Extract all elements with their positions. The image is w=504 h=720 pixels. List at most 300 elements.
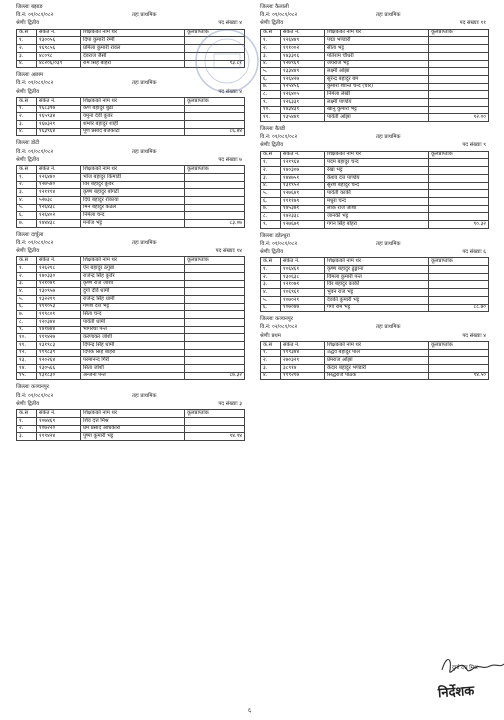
col-teacher-name-header: शिक्षकको नाम थर	[81, 97, 185, 105]
district-block-darchula	[14, 232, 258, 381]
table-row	[261, 365, 489, 373]
col-teacher-name-cell: पतिराम चौधरी	[325, 52, 429, 60]
grade-label: श्रेणीः द्वितीय	[260, 20, 284, 27]
col-symbol-number-cell: १३१९५२	[281, 182, 325, 190]
table-row	[17, 342, 245, 350]
col-total-score-cell	[429, 213, 489, 221]
col-serial-cell: १०.	[17, 334, 37, 342]
post-count: पद संख्याः ६	[462, 249, 486, 256]
col-teacher-name-cell: राम सिंह बोहरा	[81, 60, 185, 68]
col-total-score-cell	[185, 173, 245, 181]
col-teacher-name-cell: शम्शेर बहादुर शाही	[81, 121, 185, 129]
col-total-score-cell	[429, 182, 489, 190]
col-serial-cell: ५.	[17, 295, 37, 303]
col-serial-cell: ४.	[17, 60, 37, 68]
district-label: जिल्लाः कञ्चनपुर	[260, 316, 293, 323]
district-block-kanchanpur2	[258, 316, 502, 380]
col-total-score-cell	[429, 197, 489, 205]
col-serial-header: क.स	[261, 29, 281, 37]
district-label: जिल्लाः डोटी	[16, 140, 40, 147]
col-teacher-name-cell: खानु कुमारी भट्ट	[325, 106, 429, 114]
col-symbol-number-cell: ११९३४४	[281, 349, 325, 357]
col-total-score-cell	[429, 159, 489, 167]
col-teacher-name-cell: निर्मला चन्द	[81, 212, 185, 220]
table-row	[261, 273, 489, 281]
level-label: तहः प्राथमिक	[132, 239, 157, 246]
col-serial-header: क.स	[17, 29, 37, 37]
district-block-doti	[14, 140, 258, 227]
col-teacher-name-cell: विर बहादुर कुवँर	[81, 181, 185, 189]
col-teacher-name-header: शिक्षकको नाम थर	[325, 341, 429, 349]
col-symbol-number-cell: ४८०९८	[37, 52, 81, 60]
col-total-score-cell	[185, 204, 245, 212]
col-teacher-name-cell: लक्ष्मी पाण्डेय	[325, 98, 429, 106]
col-teacher-name-cell: कृष्ण बहादुर ढुङ्गाना	[325, 266, 429, 274]
col-serial-cell: ९.	[261, 220, 281, 228]
col-serial-cell: २.	[261, 45, 281, 53]
table-header-row	[261, 341, 489, 349]
level-label: तहः प्राथमिक	[376, 134, 401, 141]
col-serial-cell: ३.	[261, 281, 281, 289]
district-block-dadeldhura	[258, 233, 502, 313]
grade-label: श्रेणीः द्वितीय	[16, 400, 40, 407]
table-header-row	[17, 97, 245, 105]
table-row	[17, 196, 245, 204]
col-total-score-cell	[185, 288, 245, 296]
col-total-score-header: कूलप्राप्तांक	[429, 341, 489, 349]
result-table	[16, 256, 245, 380]
district-label: जिल्लाः डडेल्धुरा	[260, 232, 290, 239]
col-symbol-number-cell: १४४७५१	[281, 174, 325, 182]
col-serial-cell: ३.	[17, 433, 37, 441]
col-teacher-name-cell: मधुरा चन्द	[325, 197, 429, 205]
col-serial-cell: ६.	[261, 197, 281, 205]
col-symbol-number-cell: ११९०५३	[37, 303, 81, 311]
col-serial-cell: १.	[17, 37, 37, 45]
col-symbol-number-cell: १११००२	[281, 45, 325, 53]
level-label: तहः प्राथमिक	[132, 12, 157, 19]
col-teacher-name-cell: प्रेम प्रसाद अधिकारी	[81, 425, 185, 433]
col-total-score-cell	[429, 60, 489, 68]
result-table	[260, 257, 489, 312]
col-symbol-number-cell: १२६४०५	[281, 91, 325, 99]
col-teacher-name-header: शिक्षकको नाम थर	[325, 151, 429, 159]
col-serial-cell: ३.	[17, 52, 37, 60]
col-symbol-number-cell: ११९८३९	[37, 349, 81, 357]
district-block-kailali	[258, 4, 502, 122]
col-symbol-number-cell: १४१७४४	[37, 326, 81, 334]
table-row	[17, 311, 245, 319]
col-serial-cell: ३.	[17, 280, 37, 288]
col-serial-cell: ५.	[261, 68, 281, 76]
col-serial-cell: ४.	[261, 289, 281, 297]
col-total-score-cell	[429, 75, 489, 83]
col-teacher-name-cell: विमला कुमारी पन्त	[325, 273, 429, 281]
col-symbol-number-cell: १०७०२१	[281, 296, 325, 304]
result-table	[16, 97, 245, 137]
col-total-score-cell: ९३.८१	[185, 60, 245, 68]
district-label: जिल्लाः बैतडी	[260, 126, 286, 133]
col-symbol-number-cell: १०७२२०	[37, 425, 81, 433]
col-total-score-cell	[185, 349, 245, 357]
table-row	[261, 357, 489, 365]
col-serial-cell: ४.	[261, 372, 281, 380]
col-serial-cell: ६.	[17, 212, 37, 220]
col-serial-cell: १३.	[17, 357, 37, 365]
col-teacher-name-cell: उद्धव बहादुर पाल	[325, 349, 429, 357]
col-symbol-number-cell: १३०६३८	[281, 273, 325, 281]
result-table	[16, 165, 245, 228]
col-total-score-cell	[185, 342, 245, 350]
col-serial-cell: २.	[17, 113, 37, 121]
notice-number: वि.नं: ०१/०८१/०८२	[16, 148, 54, 155]
post-count: पद संख्याः ११	[459, 20, 486, 27]
col-teacher-name-cell: रेखा भट्ट	[325, 167, 429, 175]
col-serial-cell: १०.	[261, 106, 281, 114]
col-symbol-number-cell: ११९२१७	[281, 372, 325, 380]
col-total-score-cell	[429, 68, 489, 76]
col-total-score-cell	[185, 280, 245, 288]
col-total-score-header: कूलप्राप्तांक	[429, 29, 489, 37]
col-serial-cell: ६.	[261, 304, 281, 312]
col-total-score-cell	[185, 265, 245, 273]
table-row	[17, 357, 245, 365]
col-serial-cell: १.	[17, 417, 37, 425]
level-label: तहः प्राथमिक	[376, 324, 401, 331]
col-teacher-name-header: शिक्षकको नाम थर	[81, 29, 185, 37]
col-total-score-cell: ८३.०७	[185, 219, 245, 227]
col-serial-cell: ३.	[261, 174, 281, 182]
col-total-score-cell	[185, 196, 245, 204]
col-serial-cell: ५.	[261, 296, 281, 304]
col-teacher-name-cell: गंगा राम भट्ट	[325, 304, 429, 312]
table-row	[261, 37, 489, 45]
col-serial-cell: ८.	[261, 91, 281, 99]
col-teacher-name-cell: कृष्ण बहादुर बोगटी	[81, 189, 185, 197]
col-serial-cell: ७.	[261, 205, 281, 213]
col-serial-header: क.स	[261, 151, 281, 159]
col-teacher-name-cell: पार्वती ओझा	[325, 114, 429, 122]
col-total-score-cell: ९४.५०	[429, 372, 489, 380]
result-table	[260, 29, 489, 122]
col-teacher-name-cell: पार्वती कार्की	[325, 190, 429, 198]
col-teacher-name-cell: राजेन्द्र सिंह कुवँर	[81, 272, 185, 280]
col-serial-cell: ७.	[17, 219, 37, 227]
table-header-row	[261, 151, 489, 159]
table-row	[261, 174, 489, 182]
col-teacher-name-cell: जानकी भट्ट	[325, 213, 429, 221]
table-row	[261, 205, 489, 213]
col-serial-cell: ४.	[261, 60, 281, 68]
notice-number: वि.नं: ०१/०८१/०८२	[260, 12, 298, 19]
col-symbol-number-cell: १०७०४७	[281, 304, 325, 312]
col-symbol-number-header: संकेत नं.	[281, 29, 325, 37]
col-symbol-number-cell: १३२२१९	[37, 295, 81, 303]
col-serial-cell: ७.	[261, 83, 281, 91]
table-row	[261, 159, 489, 167]
col-serial-cell: ३.	[261, 365, 281, 373]
post-count: पद संख्याः ७	[218, 156, 242, 163]
notice-number: वि.नं: ०१/०८१/०८२	[16, 80, 54, 87]
table-row	[17, 365, 245, 373]
col-teacher-name-cell: केदार बहादुर भण्डारी	[325, 365, 429, 373]
col-serial-cell: ५.	[261, 190, 281, 198]
col-symbol-number-cell: १३५४४१	[281, 114, 325, 122]
table-row	[261, 220, 489, 228]
col-teacher-name-cell: भुवन राज भट्ट	[325, 289, 429, 297]
col-teacher-name-cell: सिता जोशी	[81, 365, 185, 373]
table-row	[261, 289, 489, 297]
col-teacher-name-cell: कर्ण बहादुर बुढा	[81, 105, 185, 113]
col-teacher-name-cell: ऐन बहादुर ठगुन्ना	[81, 265, 185, 273]
table-row	[17, 303, 245, 311]
col-teacher-name-header: शिक्षकको नाम थर	[81, 410, 185, 418]
result-table	[260, 151, 489, 229]
table-row	[17, 173, 245, 181]
table-header-row	[261, 258, 489, 266]
table-header-row	[17, 257, 245, 265]
col-serial-header: क.स	[17, 97, 37, 105]
table-row	[17, 113, 245, 121]
col-teacher-name-cell: परमानन्द गिरी	[81, 357, 185, 365]
table-row	[261, 98, 489, 106]
col-teacher-name-cell: केशव दत्त पाण्डेय	[325, 174, 429, 182]
col-serial-cell: ३.	[261, 52, 281, 60]
col-serial-cell: ४.	[17, 196, 37, 204]
col-symbol-number-header: संकेत नं.	[281, 258, 325, 266]
table-row	[17, 334, 245, 342]
col-total-score-cell	[185, 181, 245, 189]
post-count: पद संख्याः ४	[218, 20, 242, 27]
table-row	[261, 106, 489, 114]
table-row	[17, 219, 245, 227]
col-total-score-cell	[185, 105, 245, 113]
col-teacher-name-cell: दिर्घ बहादुर रोकाया	[81, 196, 185, 204]
col-symbol-number-cell: १२६४०२	[37, 212, 81, 220]
col-symbol-number-cell: ११९४२४	[37, 433, 81, 441]
col-symbol-number-header: संकेत नं.	[37, 29, 81, 37]
col-serial-cell: २.	[17, 425, 37, 433]
col-teacher-name-cell: भोज बहादुर किमाडी	[81, 173, 185, 181]
col-serial-cell: १५.	[17, 372, 37, 380]
district-label: जिल्लाः बझाङ	[16, 4, 43, 10]
col-total-score-cell	[429, 266, 489, 274]
col-symbol-number-cell: ११९४२७	[37, 334, 81, 342]
col-symbol-number-cell: १३०५६६	[37, 365, 81, 373]
col-symbol-number-cell: १३१८३०	[37, 372, 81, 380]
table-header-row	[261, 29, 489, 37]
col-total-score-cell	[429, 190, 489, 198]
col-serial-cell: ३.	[17, 189, 37, 197]
col-symbol-number-cell: १२६४२७	[281, 75, 325, 83]
col-serial-cell: ९.	[17, 326, 37, 334]
col-symbol-number-cell: १३१९८३	[37, 342, 81, 350]
col-total-score-cell	[185, 295, 245, 303]
table-row	[261, 83, 489, 91]
col-symbol-number-cell: १२७६७१	[281, 220, 325, 228]
grade-label: श्रेणीः द्वितीय	[16, 88, 40, 95]
col-symbol-number-cell: १४२३३८	[281, 213, 325, 221]
col-symbol-number-cell: १४०३३०	[37, 272, 81, 280]
col-serial-cell: २.	[261, 167, 281, 175]
col-symbol-number-cell: १३०९५७	[37, 288, 81, 296]
col-serial-cell: १.	[261, 159, 281, 167]
col-teacher-name-cell: पार्वती धामी	[81, 318, 185, 326]
district-label: जिल्लाः कञ्चनपुर	[16, 384, 49, 391]
col-serial-cell: १.	[261, 349, 281, 357]
col-total-score-cell	[429, 52, 489, 60]
col-symbol-number-cell: १२६४३८	[37, 204, 81, 212]
col-total-score-cell	[185, 212, 245, 220]
col-serial-cell: ३.	[17, 121, 37, 129]
col-symbol-number-cell: ४८२०६/०३९	[37, 60, 81, 68]
col-serial-cell: १.	[261, 37, 281, 45]
table-row	[17, 425, 245, 433]
table-row	[17, 121, 245, 129]
col-total-score-cell	[429, 167, 489, 175]
col-teacher-name-cell: मिन बहादुर कठेल	[81, 204, 185, 212]
table-row	[261, 304, 489, 312]
table-row	[17, 189, 245, 197]
table-row	[17, 417, 245, 425]
col-serial-cell: १.	[17, 265, 37, 273]
col-symbol-number-cell: १६३९६४	[37, 128, 81, 136]
col-total-score-cell: ८६.४४	[185, 128, 245, 136]
result-table	[16, 409, 245, 441]
col-serial-cell: १४.	[17, 365, 37, 373]
col-total-score-cell	[185, 189, 245, 197]
col-symbol-number-cell: १३००५६	[37, 37, 81, 45]
col-symbol-number-cell: १२६४४९	[281, 37, 325, 45]
col-symbol-number-cell: १२६३३१	[281, 98, 325, 106]
col-symbol-number-cell: १२७६४१	[281, 190, 325, 198]
col-symbol-number-cell: १३३४४९	[281, 68, 325, 76]
col-teacher-name-cell: सिता चन्द	[81, 311, 185, 319]
district-block-baitadi	[258, 126, 502, 229]
col-teacher-name-cell: प्रेमराज ओझा	[325, 357, 429, 365]
col-symbol-number-cell: १२०२६४	[37, 357, 81, 365]
col-total-score-cell	[185, 113, 245, 121]
post-count: पद संख्याः ४	[462, 332, 486, 339]
col-total-score-cell	[185, 417, 245, 425]
notice-number: वि.नं: ०१/०८१/०८२	[16, 392, 54, 399]
col-symbol-number-cell: १२६२१८	[37, 265, 81, 273]
table-row	[17, 212, 245, 220]
col-symbol-number-cell: १२५४५६	[281, 83, 325, 91]
col-total-score-cell	[185, 318, 245, 326]
col-serial-cell: ६.	[17, 303, 37, 311]
table-row	[17, 326, 245, 334]
col-serial-cell: ७.	[17, 311, 37, 319]
col-total-score-cell	[429, 357, 489, 365]
col-serial-cell: ४.	[17, 128, 37, 136]
col-symbol-number-cell: १४४४३८	[37, 219, 81, 227]
col-serial-header: क.स	[17, 165, 37, 173]
col-total-score-cell	[429, 83, 489, 91]
col-teacher-name-cell: देवकी कुमारी भट्ट	[325, 296, 429, 304]
table-row	[261, 296, 489, 304]
col-symbol-number-cell: १२७९६९	[281, 60, 325, 68]
col-teacher-name-cell: प्रमिला कुमारी रावल	[81, 45, 185, 53]
col-symbol-number-cell: १२६४४०	[37, 173, 81, 181]
table-row	[17, 280, 245, 288]
col-teacher-name-cell: सुरेश बहादुर चन्द	[325, 182, 429, 190]
level-label: तहः प्राथमिक	[132, 80, 157, 87]
col-total-score-cell	[429, 281, 489, 289]
notice-number: वि.नं: ०१/०८१/०८२	[260, 240, 298, 247]
col-serial-cell: २.	[261, 357, 281, 365]
post-count: पद संख्याः ३	[218, 400, 242, 407]
district-label: जिल्लाः दार्चुला	[16, 231, 44, 238]
col-serial-cell: १.	[17, 173, 37, 181]
table-row	[261, 349, 489, 357]
col-symbol-number-cell: १०६४६१	[281, 266, 325, 274]
table-row	[261, 114, 489, 122]
notice-number: वि.नं: ०२/०८१/०८२	[260, 324, 298, 331]
col-serial-cell: ४.	[17, 288, 37, 296]
col-total-score-cell: ९२.००	[429, 114, 489, 122]
col-teacher-name-cell: दिपा कुमारी रेग्मी	[81, 37, 185, 45]
col-total-score-header: कूलप्राप्तांक	[429, 258, 489, 266]
col-serial-cell: ४.	[261, 182, 281, 190]
grade-label: श्रेणीः द्वितीय	[260, 249, 284, 256]
col-teacher-name-cell: अन्जनी पन्त	[81, 372, 185, 380]
col-total-score-cell	[429, 98, 489, 106]
table-row	[261, 45, 489, 53]
table-header-row	[17, 165, 245, 173]
col-total-score-cell	[429, 349, 489, 357]
right-column	[258, 0, 502, 380]
col-symbol-number-cell: १२०३४४	[37, 318, 81, 326]
col-serial-cell: २.	[261, 273, 281, 281]
table-row	[17, 204, 245, 212]
table-row	[17, 181, 245, 189]
col-total-score-cell	[429, 365, 489, 373]
col-total-score-header: कूलप्राप्तांक	[185, 29, 245, 37]
col-symbol-number-cell: १४३३१६	[281, 52, 325, 60]
table-row	[261, 197, 489, 205]
col-total-score-cell	[429, 296, 489, 304]
col-total-score-cell	[185, 334, 245, 342]
col-symbol-number-header: संकेत नं.	[37, 165, 81, 173]
col-teacher-name-cell: देवराज जैसी	[81, 52, 185, 60]
table-row	[261, 266, 489, 274]
col-teacher-name-cell: गणेश दत्त भट्ट	[81, 303, 185, 311]
col-symbol-number-cell: १२१०४१	[37, 280, 81, 288]
col-serial-cell: १.	[17, 105, 37, 113]
col-total-score-cell	[429, 273, 489, 281]
col-serial-header: क.स	[261, 258, 281, 266]
col-symbol-number-header: संकेत नं.	[37, 257, 81, 265]
col-serial-cell: ८.	[261, 213, 281, 221]
grade-label: श्रेणीः द्वितीय	[16, 20, 40, 27]
post-count: पद संख्याः ९	[462, 142, 486, 149]
col-serial-cell: ८.	[17, 318, 37, 326]
col-teacher-name-cell: यमुना देवी कुवर	[81, 113, 185, 121]
col-symbol-number-cell: ३८९१४	[281, 365, 325, 373]
col-teacher-name-cell: सिद्धराज पाठक	[325, 372, 429, 380]
grade-label: श्रेणीः द्वितीय	[16, 156, 40, 163]
col-total-score-cell	[185, 121, 245, 129]
col-symbol-number-cell: १६५९३४	[37, 113, 81, 121]
col-teacher-name-cell: निर्मला लेखी	[325, 91, 429, 99]
col-teacher-name-cell: कृष्ण राज जोशी	[81, 280, 185, 288]
col-total-score-cell	[429, 91, 489, 99]
level-label: तहः प्राथमिक	[376, 240, 401, 247]
table-row	[261, 91, 489, 99]
col-total-score-cell	[185, 326, 245, 334]
table-row	[17, 433, 245, 441]
